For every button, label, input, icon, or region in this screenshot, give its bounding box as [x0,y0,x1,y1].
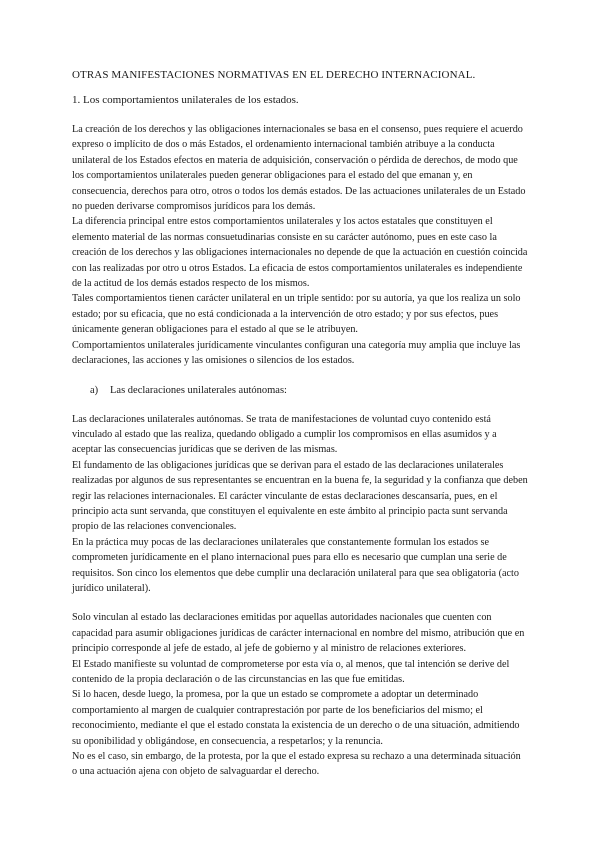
paragraph: No es el caso, sin embargo, de la protesta, por la que el estado expresa su rechazo a una determinada situación o una actuación ajena con objeto de salvaguardar el derecho. [72,751,521,778]
paragraph-block-3 [72,610,528,779]
paragraph: El fundamento de las obligaciones jurídicas que se derivan para el estado de las declaraciones unilaterales realizadas por algunos de sus representantes se encuentran en la buena fe, la seguridad y la confianza que deben regir las relaciones internacionales. El carácter vinculante de estas declaraciones descansaría, pues, en el principio acta sunt servanda, que constituyen el equivalente en este ámbito al principio pacta sunt servanda propio de las relaciones convencionales. [72,459,528,533]
paragraph-block-1 [72,122,528,369]
paragraph: El Estado manifieste su voluntad de comprometerse por esta vía o, al menos, que tal intención se derive del contenido de la propia declaración o de las circunstancias en las que fue emitidas. [72,658,510,685]
subsection-marker: a) [90,384,99,396]
subsection-heading-a [72,383,528,398]
document-page [72,68,528,794]
paragraph: La diferencia principal entre estos comportamientos unilaterales y los actos estatales que constituyen el elemento material de las normas consuetudinarias consiste en su carácter autónomo, pues en este caso la creación de los derechos y las obligaciones internacionales no depende de que la actuación en cuestión coincida con las realizadas por otro u otros Estados. La eficacia de estos comportamientos unilaterales es independiente de la actitud de los demás estados respecto de los mismos. [72,216,528,290]
document-title: OTRAS MANIFESTACIONES NORMATIVAS EN EL DERECHO INTERNACIONAL. [72,69,476,81]
paragraph: Tales comportamientos tienen carácter unilateral en un triple sentido: por su autoría, ya que los realiza un solo estado; por su eficacia, que no está condicionada a la intervención de otro estado; y por sus efectos, pues únicamente generan obligaciones para el estado al que se le atribuyen. [72,293,521,336]
paragraph: Solo vinculan al estado las declaraciones emitidas por aquellas autoridades nacionales que cuenten con capacidad para asumir obligaciones jurídicas de carácter internacional en nombre del mismo, atribución que en principio corresponde al jefe de estado, al jefe de gobierno y al ministro de relaciones exteriores. [72,612,525,655]
paragraph: En la práctica muy pocas de las declaraciones unilaterales que constantemente formulan los estados se comprometen jurídicamente en el plano internacional pues para ello es necesario que cumplan una serie de requisitos. Son cinco los elementos que debe cumplir una declaración unilateral para que sea obligatoria (acto jurídico unilateral). [72,536,519,594]
subsection-label: Las declaraciones unilaterales autónomas: [110,384,287,396]
paragraph: Comportamientos unilaterales jurídicamente vinculantes configuran una categoría muy amplia que incluye las declaraciones, las acciones y las omisiones o silencios de los estados. [72,339,521,367]
paragraph-block-2 [72,412,528,597]
paragraph: Las declaraciones unilaterales autónomas. Se trata de manifestaciones de voluntad cuyo contenido está vinculado al estado que las realiza, quedando obligado a cumplir los compromisos en ellas asumidos y a aceptar las consecuencias jurídicas que se deriven de las mismas. [72,413,497,456]
paragraph: Si lo hacen, desde luego, la promesa, por la que un estado se compromete a adoptar un determinado comportamiento al margen de cualquier contraprestación por parte de los beneficiarios del mismo; el reconocimiento, mediante el que el estado constata la existencia de un derecho o de una situación, admitiendo su oponibilidad y obligándose, en consecuencia, a respetarlos; y la renuncia. [72,689,520,747]
section-heading-1: 1. Los comportamientos unilaterales de los estados. [72,94,299,106]
paragraph: La creación de los derechos y las obligaciones internacionales se basa en el consenso, pues requiere el acuerdo expreso o implícito de dos o más Estados, el ordenamiento internacional también atribuye a la conducta unilateral de los Estados efectos en materia de adquisición, conservación o pérdida de derechos, de modo que los comportamientos unilaterales pueden generar obligaciones para el estado del que emanan y, en consecuencia, derechos para otro, otros o todos los demás estados. De las actuaciones unilaterales de un Estado no pueden derivarse compromisos jurídicos para los demás. [72,124,526,213]
